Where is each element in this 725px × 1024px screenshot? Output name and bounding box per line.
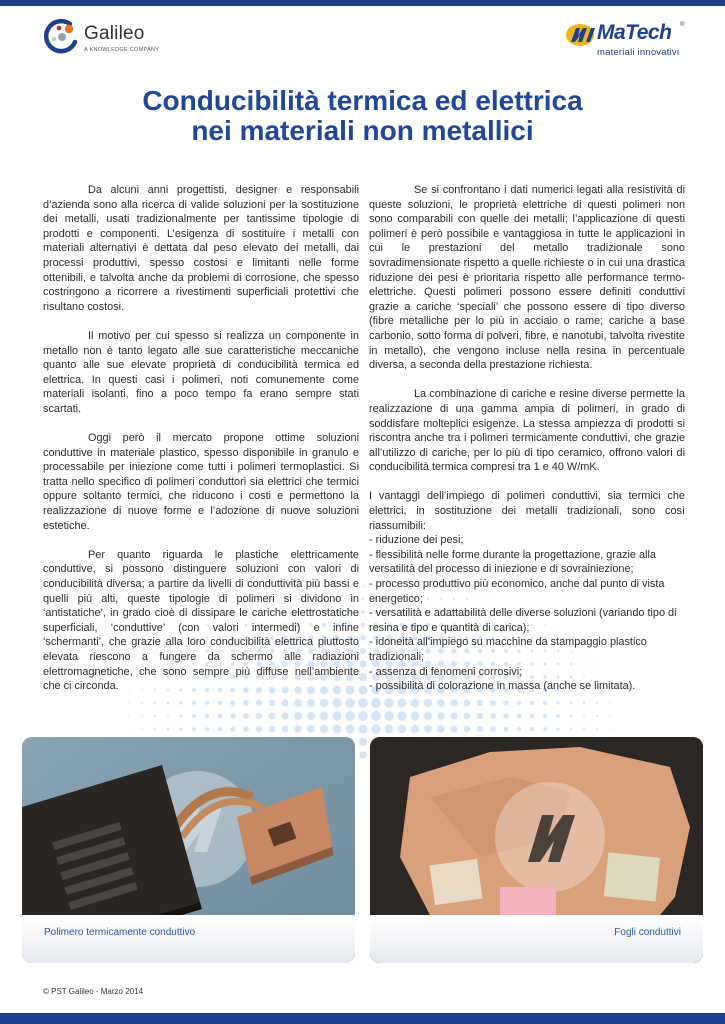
galileo-tagline: A KNOWLEDGE COMPANY (84, 47, 160, 53)
footer-copyright: © PST Galileo - Marzo 2014 (43, 987, 144, 996)
galileo-name: Galileo (84, 23, 145, 44)
matech-logo-icon (565, 22, 599, 48)
page-title (0, 86, 725, 146)
right-paragraph-3: I vantaggi dell’impiego di polimeri conduttivi, sia termici che elettrici, in sostituzione dei metalli tradizionali, sono così riassumibili: (369, 490, 685, 532)
right-paragraph-1: Se si confrontano i dati numerici legati alla resistività di queste soluzioni, le proprietà elettriche di questi polimeri non sono comparabili con quelle dei metalli; l’applicazione di questi polimeri è però possibile e vantaggiosa in tutte le applicazioni in cui le prestazioni del metallo tradizionale sono sovradimensionate rispetto a quelle richieste o in cui una drastica riduzione dei pesi è prioritaria rispetto alle performance termo-elettriche. Questi polimeri possono essere definiti conduttivi grazie a cariche ‘speciali’ che possono essere di tipo diverso (fibre metalliche per lo più in acciaio o rame; cariche a base carbonio, sotto forma di polveri, fibre, e nanotubi, talvolta rivestite in metallo), che vengono incluse nella resina in percentuale diversa, a seconda della prestazione richiesta. (369, 184, 685, 372)
list-item: - processo produttivo più economico, anche dal punto di vista energetico; (369, 578, 665, 605)
right-caption-band (370, 915, 703, 963)
matech-logo (565, 20, 690, 62)
thermal-polymer-photo (22, 737, 355, 963)
right-text-column (369, 183, 685, 694)
advantages-list (369, 533, 685, 694)
conductive-sheets-photo (370, 737, 703, 963)
list-item: - flessibilità nelle forme durante la progettazione, grazie alla versatilità del processo di iniezione e di sovrainiezione; (369, 548, 656, 576)
matech-registered-mark: ® (680, 22, 685, 28)
left-paragraph-2: Il motivo per cui spesso si realizza un componente in metallo non è tanto legato alle sue caratteristiche meccaniche quanto alle sue elevate proprietà di conducibilità termica ed elettrica. In questi casi i polimeri, noti comunemente come materiali isolanti, fino a poco tempo fa erano sempre stati scartati. (43, 329, 359, 415)
list-item: - idoneità all’impiego su macchine da stampaggio plastico tradizionali; (369, 636, 647, 663)
list-item: - assenza di fenomeni corrosivi; (369, 665, 523, 678)
left-paragraph-3: Oggi però il mercato propone ottime soluzioni conduttive in materiale plastico, spesso disponibile in granulo e processabile per iniezione come tutti i polimeri termoplastici. Si tratta nello specifico di polimeri conduttori sia elettrici che termici oppure soltanto termici, che riducono i costi e permettono la realizzazione di nuove forme e l’adozione di nuove soluzioni estetiche. (43, 432, 359, 532)
right-paragraph-2: La combinazione di cariche e resine diverse permette la realizzazione di una gamma ampia di polimeri, in grado di soddisfare molteplici esigenze. La stessa ampiezza di prodotti si riscontra anche tra i polimeri termicamente conduttivi, che grazie all’utilizzo di cariche, per lo più di tipo ceramico, offrono valori di conducibilità termica compresi tra 1 e 40 W/mK. (369, 388, 685, 474)
list-item: - possibilità di colorazione in massa (anche se limitata). (369, 680, 636, 693)
matech-tagline: materiali innovativi (597, 47, 680, 58)
left-paragraph-1: Da alcuni anni progettisti, designer e responsabili d’azienda sono alla ricerca di valide soluzioni per la sostituzione dei metalli, usati tradizionalmente per tantissime tipologie di prodotti e componenti. L’esigenza di sostituire i metalli con materiali alternativi è dettata dal peso elevato dei metalli, dai processi produttivi, spesso costosi e limitanti nelle forme ottenibili, e talvolta anche da problemi di corrosione, che spesso costringono a ricorrere a rivestimenti superficiali protettivi che risultano costosi. (43, 184, 359, 313)
right-image-caption: Fogli conduttivi (614, 927, 681, 938)
list-item: - versatilità e adattabilità delle diverse soluzioni (variando tipo di resina e tipo e quantità di carica); (369, 607, 677, 634)
list-item: - riduzione dei pesi; (369, 534, 464, 547)
left-paragraph-4: Per quanto riguarda le plastiche elettricamente conduttive, si possono distinguere soluzioni con valori di conducibilità diversa; a partire da livelli di conduttività più bassi e quelli più alti, queste tipologie di polimeri si dividono in ‘antistatiche’, in grado cioè di dissipare le cariche elettrostatiche superficiali, ‘conduttive’ (con valori intermedi) e infine ‘schermanti’, che grazie alla loro conducibilità elettrica piuttosto elevata riescono a fungere da schermo alle radiazioni elettromagnetiche, che sono sempre più diffuse nell’ambiente che ci circonda. (43, 548, 359, 693)
matech-name: MaTech (597, 21, 672, 44)
left-image-caption: Polimero termicamente conduttivo (44, 927, 196, 938)
top-accent-bar (0, 0, 725, 6)
title-line-1: Conducibilità termica ed elettrica (142, 85, 583, 116)
title-line-2: nei materiali non metallici (191, 115, 534, 146)
left-caption-band (22, 915, 355, 963)
galileo-logo-icon (42, 17, 82, 57)
galileo-logo (42, 17, 202, 61)
left-text-column (43, 183, 359, 708)
bottom-accent-bar (0, 1013, 725, 1024)
